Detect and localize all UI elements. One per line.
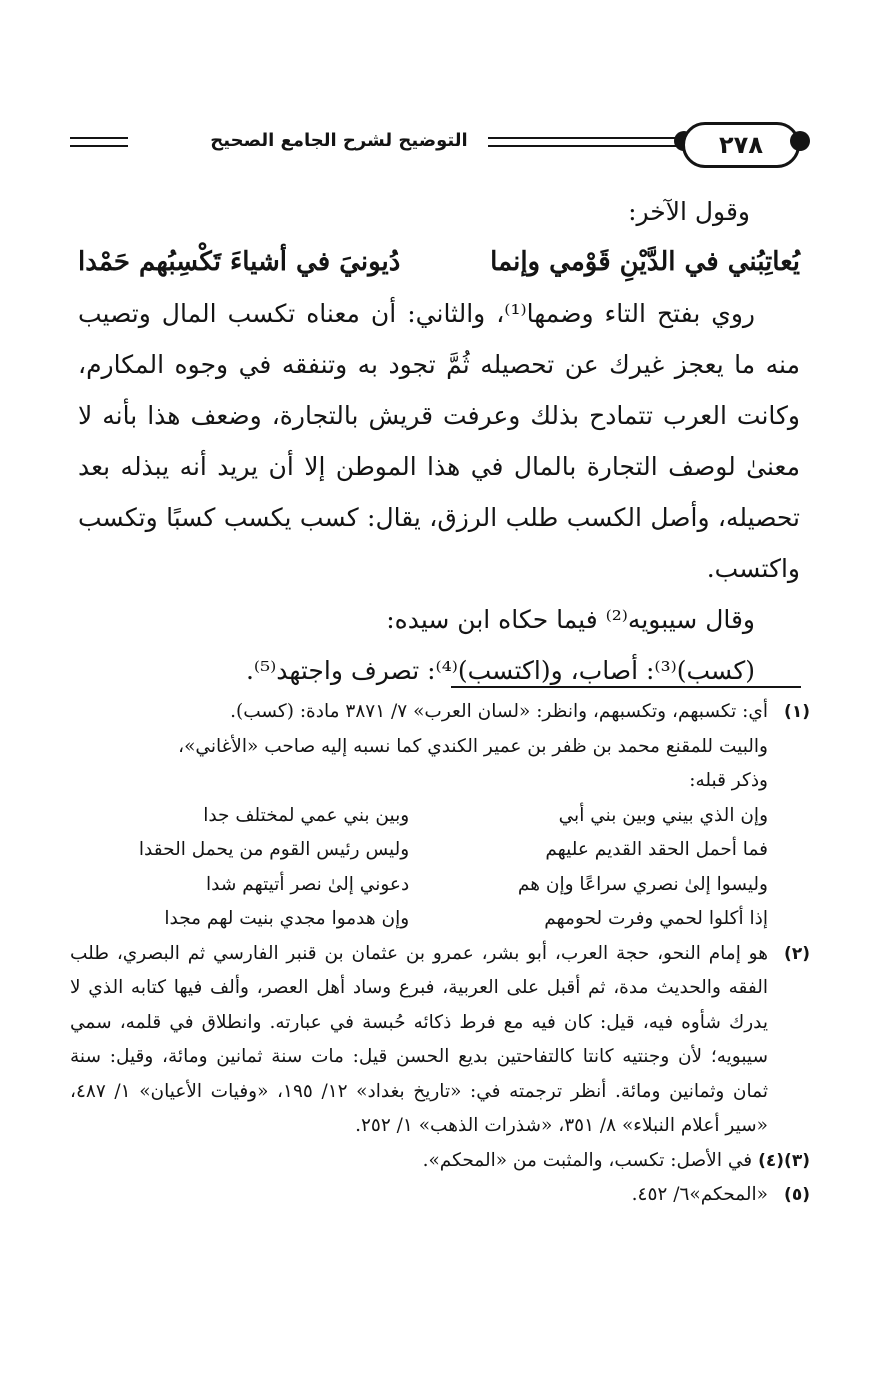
footnote-2-text: هو إمام النحو، حجة العرب، أبو بشر، عمرو بن عثمان بن قنبر الفارسي ثم البصري، طلب الفقه والحديث مدة، ثم أقبل على العربية، فبرع وساد أهل العصر، وألف فيها كتابه الذي لا يدرك شأوه فيه، قيل: كان فيه مع فرط ذكائه حُبسة في عبارته. وانطلاق في قلمه، سمي سيبويه؛ لأن وجنتيه كانتا كالتفاحتين بديع الحسن قيل: مات سنة ثمانين ومائة، وقيل: سنة ثمان وثمانين ومائة. أنظر ترجمته في: «تاريخ بغداد» ١٢/ ١٩٥، «وفيات الأعيان» ١/ ٤٨٧، «سير أعلام النبلاء» ٨/ ٣٥١، «شذرات الذهب» ١/ ٢٥٢. <box>70 942 768 1136</box>
running-title: التوضيح لشرح الجامع الصحيح <box>210 130 468 151</box>
footnote-2 <box>70 937 810 1144</box>
paragraph-sibawayh: وقال سيبويه⁽²⁾ فيما حكاه ابن سيده: <box>386 605 755 634</box>
footnote-number: (٥) <box>784 1185 810 1205</box>
footnote-number: (٢) <box>784 943 810 964</box>
poem-hemistich-a: فما أحمل الحقد القديم عليهم <box>545 839 768 860</box>
poem-hemistich-a: وإن الذي بيني وبين بني أبي <box>558 804 768 826</box>
poem-hemistich-b: دعوني إلىٰ نصر أتيتهم شدا <box>206 873 410 895</box>
poem-hemistich-a: إذا أكلوا لحمي وفرت لحومهم <box>544 908 768 929</box>
footnote-1-line-1: أي: تكسبهم، وتكسبهم، وانظر: «لسان العرب» ٧/ ٣٨٧١ مادة: (كسب). <box>230 701 768 722</box>
badge-right-cap-icon <box>790 131 810 151</box>
footnote-5-text: «المحكم»٦/ ٤٥٢. <box>631 1184 768 1205</box>
footnote-3-4-text: في الأصل: تكسب، والمثبت من «المحكم». <box>422 1149 753 1171</box>
poem-hemistich-b: وبين بني عمي لمختلف جدا <box>203 804 410 826</box>
poem-verse <box>70 868 768 903</box>
poetry-verse <box>78 237 800 288</box>
poem-verse <box>70 833 768 868</box>
poem-hemistich-b: وليس رئيس القوم من يحمل الحقدا <box>138 839 410 860</box>
footnote-separator <box>451 686 801 688</box>
footnote-1-line-3: وذكر قبله: <box>689 770 768 791</box>
poem-verse <box>70 902 768 937</box>
paragraph-definition: (كسب)⁽³⁾: أصاب، و(اكتسب)⁽⁴⁾: تصرف واجتهد⁽⁵⁾. <box>245 656 755 685</box>
page-header <box>70 118 795 176</box>
verse-first-hemistich: يُعاتِبُني في الدَّيْنِ قَوْمي وإنما <box>490 247 800 277</box>
footnote-number: (٣)(٤) <box>758 1150 810 1171</box>
header-rule-mid-top <box>488 137 682 139</box>
footnote-1 <box>70 695 810 937</box>
poem-verse <box>70 799 768 834</box>
header-rule-left-inner <box>70 145 128 147</box>
page-number: ٢٧٨ <box>682 122 800 168</box>
poem-hemistich-a: وليسوا إلىٰ نصري سراعًا وإن هم <box>517 873 768 895</box>
verse-second-hemistich: دُيونيَ في أشياءَ تَكْسِبُهم حَمْدا <box>78 247 401 277</box>
footnotes <box>70 695 810 1213</box>
header-rule-mid-bottom <box>488 145 682 147</box>
footnote-3-4 <box>70 1144 810 1179</box>
header-rule-left-outer <box>70 137 128 139</box>
paragraph-commentary: روي بفتح التاء وضمها⁽¹⁾، والثاني: أن معناه تكسب المال وتصيب منه ما يعجز غيرك عن تحصيله ثُمَّ تجود به وتنفقه في وجوه المكارم، وكانت العرب تتمادح بذلك وعرفت قريش بالتجارة، وضعف هذا بأنه لا معنىٰ لوصف التجارة بالمال في هذا الموطن إلا أن يريد أنه يبذله بعد تحصيله، وأصل الكسب طلب الرزق، يقال: كسب يكسب كسبًا وتكسب واكتسب. <box>78 299 800 583</box>
intro-line: وقول الآخر: <box>628 197 750 226</box>
footnote-5 <box>70 1178 810 1213</box>
poem-hemistich-b: وإن هدموا مجدي بنيت لهم مجدا <box>164 908 410 929</box>
main-text <box>78 186 800 696</box>
footnote-number: (١) <box>784 702 810 722</box>
footnote-1-line-2: والبيت للمقنع محمد بن ظفر بن عمير الكندي كما نسبه إليه صاحب «الأغاني»، <box>178 735 768 757</box>
